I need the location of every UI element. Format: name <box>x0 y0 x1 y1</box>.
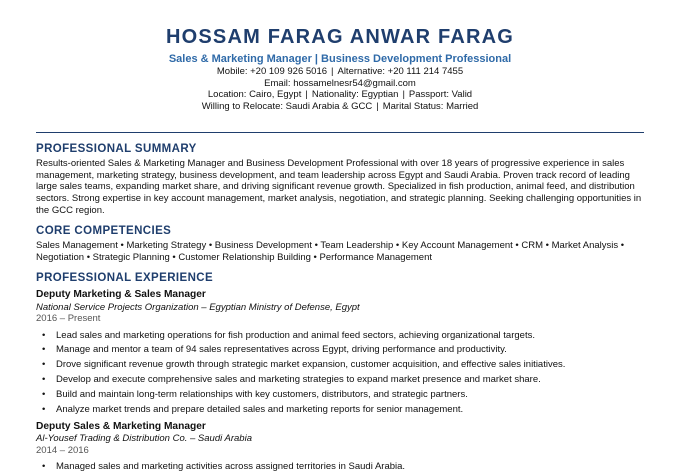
competencies-text: Sales Management • Marketing Strategy • Business Development • Team Leadership • Key Account Management • CRM • Market Analysis • Negotiation • Strategic Planning • Customer Relationship Building • Performance Management <box>36 240 625 263</box>
job-dates: 2016 – Present <box>36 313 101 324</box>
bullet-glyph: • <box>42 359 46 371</box>
job-bullet <box>42 460 644 475</box>
contact-line-relocation <box>0 101 680 113</box>
experience-heading: PROFESSIONAL EXPERIENCE <box>36 272 214 284</box>
job-bullets <box>36 460 644 475</box>
job-entry <box>36 289 644 418</box>
bullet-text: Drove significant revenue growth through strategic market expansion, customer acquisition, and effective sales initiatives. <box>56 359 566 371</box>
job-title: Deputy Marketing & Sales Manager <box>36 289 206 300</box>
email-address: Email: hossamelnesr54@gmail.com <box>264 77 416 89</box>
separator: | <box>305 89 308 100</box>
job-bullet <box>42 343 644 358</box>
separator: | <box>376 100 379 112</box>
contact-line-email <box>0 78 680 90</box>
job-organization: National Service Projects Organization – Egyptian Ministry of Defense, Egypt <box>36 301 360 313</box>
bullet-text: Analyze market trends and prepare detailed sales and marketing reports for senior management. <box>56 404 464 416</box>
mobile-number: Mobile: +20 109 926 5016 <box>216 66 328 77</box>
relocation: Willing to Relocate: Saudi Arabia & GCC <box>201 100 373 112</box>
experience-section <box>36 271 644 475</box>
marital-status: Marital Status: Married <box>382 100 479 112</box>
summary-text: Results-oriented Sales & Marketing Manager and Business Development Professional with over 18 years of progressive experience in sales management, marketing strategy, business development, and team leadership across Egypt and Saudi Arabia. Proven track record of leading large sales teams, expanding market share, and driving significant revenue growth. Specialized in fish production, animal feed, and distribution sectors. Strong expertise in key account management, market analysis, negotiation, and strategic planning. Seeking challenging opportunities in the GCC region. <box>36 158 642 216</box>
bullet-text: Managed sales and marketing activities across assigned territories in Saudi Arabia. <box>56 461 406 473</box>
separator: | <box>331 66 334 77</box>
bullet-glyph: • <box>42 404 46 416</box>
job-bullets <box>36 329 644 418</box>
job-entry <box>36 421 644 475</box>
bullet-glyph: • <box>42 329 46 341</box>
job-organization: Al-Yousef Trading & Distribution Co. – Saudi Arabia <box>36 433 252 445</box>
bullet-text: Develop and execute comprehensive sales and marketing strategies to expand market presence and market share. <box>56 374 541 386</box>
candidate-headline: Sales & Marketing Manager | Business Development Professional <box>168 53 512 65</box>
passport: Passport: Valid <box>408 89 473 100</box>
bullet-glyph: • <box>42 374 46 386</box>
resume-header <box>0 0 680 112</box>
location: Location: Cairo, Egypt <box>207 89 302 100</box>
job-bullet <box>42 403 644 418</box>
job-bullet <box>42 388 644 403</box>
bullet-text: Lead sales and marketing operations for fish production and animal feed sectors, achieving organizational targets. <box>56 329 535 341</box>
summary-heading: PROFESSIONAL SUMMARY <box>36 143 197 155</box>
nationality: Nationality: Egyptian <box>311 89 399 100</box>
header-divider <box>36 132 644 133</box>
bullet-text: Manage and mentor a team of 94 sales representatives across Egypt, driving performance and productivity. <box>56 344 507 356</box>
job-dates: 2014 – 2016 <box>36 444 89 456</box>
candidate-name: HOSSAM FARAG ANWAR FARAG <box>165 26 515 48</box>
job-title: Deputy Sales & Marketing Manager <box>36 420 206 432</box>
bullet-glyph: • <box>42 344 46 356</box>
contact-line-location <box>0 89 680 101</box>
job-bullet <box>42 329 644 344</box>
summary-section <box>36 142 644 217</box>
competencies-section <box>36 224 644 263</box>
bullet-glyph: • <box>42 461 46 473</box>
contact-line-phones <box>0 66 680 78</box>
job-bullet <box>42 373 644 388</box>
competencies-heading: CORE COMPETENCIES <box>36 225 172 237</box>
bullet-glyph: • <box>42 389 46 401</box>
job-bullet <box>42 358 644 373</box>
separator: | <box>402 89 405 100</box>
alternative-number: Alternative: +20 111 214 7455 <box>337 66 464 77</box>
bullet-text: Build and maintain long-term relationships with key customers, distributors, and strategic partners. <box>56 389 468 401</box>
